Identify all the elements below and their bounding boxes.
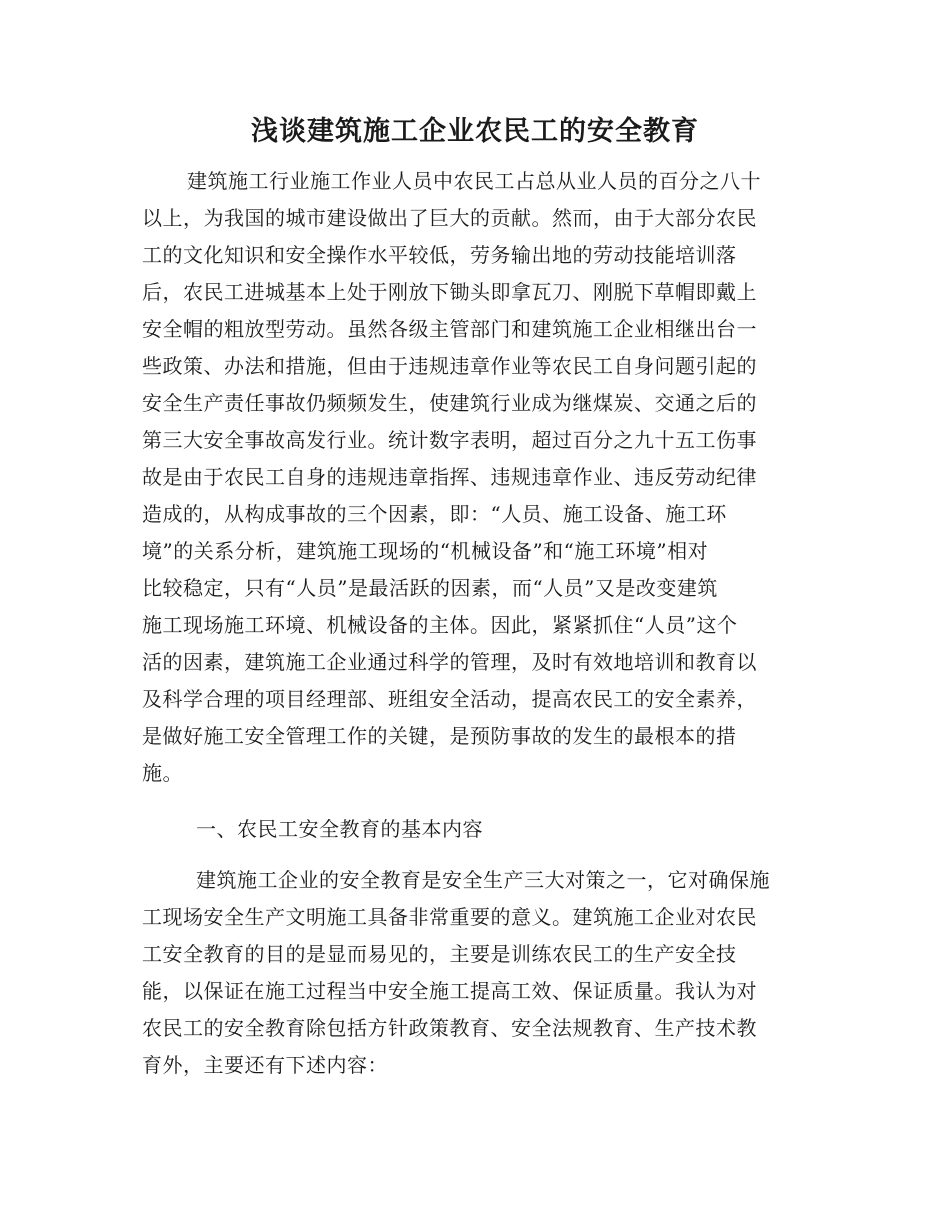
- text-line: 活的因素，建筑施工企业通过科学的管理，及时有效地培训和教育以: [142, 650, 757, 674]
- text-line: 施工现场施工环境、机械设备的主体。因此，紧紧抓住“人员”这个: [142, 613, 738, 637]
- text-line: 及科学合理的项目经理部、班组安全活动，提高农民工的安全素养，: [142, 687, 757, 711]
- text-line: 建筑施工企业的安全教育是安全生产三大对策之一，它对确保施: [196, 868, 770, 892]
- text-line: 能，以保证在施工过程当中安全施工提高工效、保证质量。我认为对: [142, 979, 757, 1003]
- text-line: 施。: [142, 761, 183, 785]
- text-line: 以上，为我国的城市建设做出了巨大的贡献。然而，由于大部分农民: [142, 206, 757, 230]
- text-line: 建筑施工行业施工作业人员中农民工占总从业人员的百分之八十: [187, 169, 761, 193]
- text-line: 安全生产责任事故仍频频发生，使建筑行业成为继煤炭、交通之后的: [142, 391, 757, 415]
- text-line: 造成的，从构成事故的三个因素，即：“人员、施工设备、施工环: [142, 502, 727, 526]
- text-line: 是做好施工安全管理工作的关键，是预防事故的发生的最根本的措: [142, 724, 737, 748]
- text-line: 安全帽的粗放型劳动。虽然各级主管部门和建筑施工企业相继出台一: [142, 317, 757, 341]
- text-line: 故是由于农民工自身的违规违章指挥、违规违章作业、违反劳动纪律: [142, 465, 757, 489]
- text-line: 育外，主要还有下述内容：: [142, 1053, 388, 1077]
- section-heading: 一、农民工安全教育的基本内容: [196, 817, 483, 841]
- paragraph-intro: [142, 163, 812, 792]
- paragraph-section-one: [142, 862, 812, 1084]
- text-line: 工的文化知识和安全操作水平较低，劳务输出地的劳动技能培训落: [142, 243, 737, 267]
- text-line: 第三大安全事故高发行业。统计数字表明，超过百分之九十五工伤事: [142, 428, 757, 452]
- text-line: 境”的关系分析，建筑施工现场的“机械设备”和“施工环境”相对: [142, 539, 709, 563]
- text-line: 农民工的安全教育除包括方针政策教育、安全法规教育、生产技术教: [142, 1016, 757, 1040]
- text-line: 后，农民工进城基本上处于刚放下锄头即拿瓦刀、刚脱下草帽即戴上: [142, 280, 757, 304]
- document-title: 浅谈建筑施工企业农民工的安全教育: [251, 116, 699, 147]
- text-line: 工现场安全生产文明施工具备非常重要的意义。建筑施工企业对农民: [142, 905, 757, 929]
- text-line: 比较稳定，只有“人员”是最活跃的因素，而“人员”又是改变建筑: [142, 576, 718, 600]
- text-line: 工安全教育的目的是显而易见的，主要是训练农民工的生产安全技: [142, 942, 737, 966]
- text-line: 些政策、办法和措施，但由于违规违章作业等农民工自身问题引起的: [142, 354, 757, 378]
